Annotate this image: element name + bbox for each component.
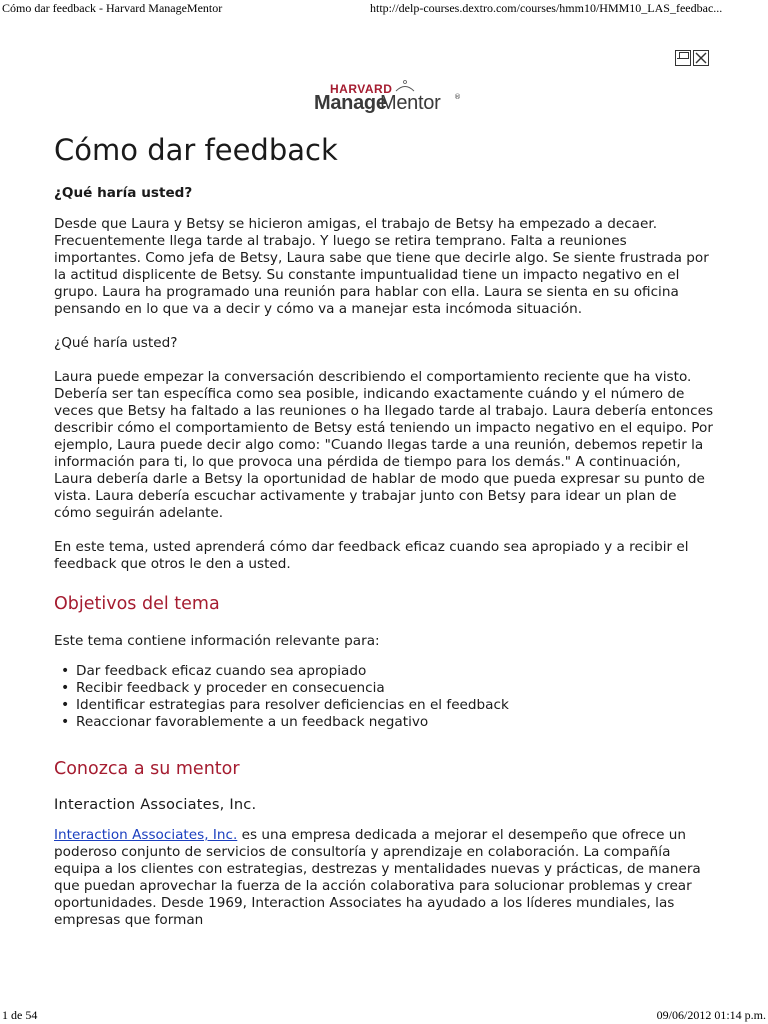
- objectives-intro: Este tema contiene información relevante para:: [54, 633, 380, 649]
- print-footer: [0, 1006, 768, 1024]
- question-again: ¿Qué haría usted?: [54, 335, 178, 351]
- main-content: [54, 130, 714, 929]
- print-header-title: Cómo dar feedback - Harvard ManageMentor: [2, 1, 223, 15]
- list-item: • Recibir feedback y proceder en consecuencia: [76, 680, 714, 697]
- objectives-heading: Objetivos del tema: [54, 594, 220, 614]
- print-datetime: 09/06/2012 01:14 p.m.: [656, 1008, 766, 1022]
- list-item: • Dar feedback eficaz cuando sea apropiado: [76, 663, 714, 680]
- answer-paragraph: Laura puede empezar la conversación describiendo el comportamiento reciente que ha visto. Debería ser tan específica como sea posible, indicando exactamente cuándo y el número de veces que Betsy ha faltado a las reuniones o ha llegado tarde al trabajo. Laura debería entonces describir cómo el comportamiento de Betsy está teniendo un impacto negativo en el equipo. Por ejemplo, Laura puede decir algo como: "Cuando llegas tarde a una reunión, debemos repetir la información para ti, lo que provoca una pérdida de tiempo para los demás." A continuación, Laura debería darle a Betsy la oportunidad de hablar de modo que pueda expresar su punto de vista. Laura debería escuchar activamente y trabajar junto con Betsy para idear un plan de cómo seguirán adelante.: [54, 369, 714, 521]
- harvard-managementor-logo: [314, 80, 464, 122]
- print-header-url: http://delp-courses.dextro.com/courses/hmm10/HMM10_LAS_feedbac...: [370, 1, 723, 15]
- logo-mentor-text: Mentor: [380, 92, 441, 114]
- question-heading: ¿Qué haría usted?: [54, 185, 193, 201]
- print-header: [0, 0, 768, 18]
- summary-paragraph: En este tema, usted aprenderá cómo dar feedback eficaz cuando sea apropiado y a recibir el feedback que otros le den a usted.: [54, 539, 689, 572]
- logo-manage-text: Manage: [314, 92, 387, 114]
- mentor-heading: Conozca a su mentor: [54, 759, 240, 779]
- list-item: • Reaccionar favorablemente a un feedback negativo: [76, 714, 714, 731]
- mentor-description: [54, 827, 714, 929]
- objectives-list: [54, 663, 714, 731]
- mentor-company-link[interactable]: Interaction Associates, Inc.: [54, 827, 238, 843]
- page-title: Cómo dar feedback: [54, 133, 338, 167]
- print-icon[interactable]: [675, 50, 691, 66]
- toolbar: [675, 50, 709, 68]
- logo-registered-mark: ®: [454, 93, 461, 101]
- logo-harvard-text: HARVARD: [330, 82, 393, 96]
- logo-lamp-icon: [394, 80, 416, 92]
- page-number: 1 de 54: [2, 1008, 38, 1022]
- close-icon[interactable]: [693, 50, 709, 66]
- mentor-company-name: Interaction Associates, Inc.: [54, 796, 257, 813]
- list-item: • Identificar estrategias para resolver deficiencias en el feedback: [76, 697, 714, 714]
- scenario-paragraph: Desde que Laura y Betsy se hicieron amigas, el trabajo de Betsy ha empezado a decaer. Frecuentemente llega tarde al trabajo. Y luego se retira temprano. Falta a reuniones importantes. Como jefa de Betsy, Laura sabe que tiene que decirle algo. Se siente frustrada por la actitud displicente de Betsy. Su constante impuntualidad tiene un impacto negativo en el grupo. Laura ha programado una reunión para hablar con ella. Laura se sienta en su oficina pensando en lo que va a decir y cómo va a manejar esta incómoda situación.: [54, 216, 709, 317]
- mentor-description-text: es una empresa dedicada a mejorar el desempeño que ofrece un poderoso conjunto de servicios de consultoría y aprendizaje en colaboración. La compañía equipa a los clientes con estrategias, destrezas y mentalidades nuevas y prácticas, de manera que puedan aprovechar la fuerza de la acción colaborativa para solucionar problemas y crear oportunidades. Desde 1969, Interaction Associates ha ayudado a los líderes mundiales, las empresas que forman: [54, 827, 701, 928]
